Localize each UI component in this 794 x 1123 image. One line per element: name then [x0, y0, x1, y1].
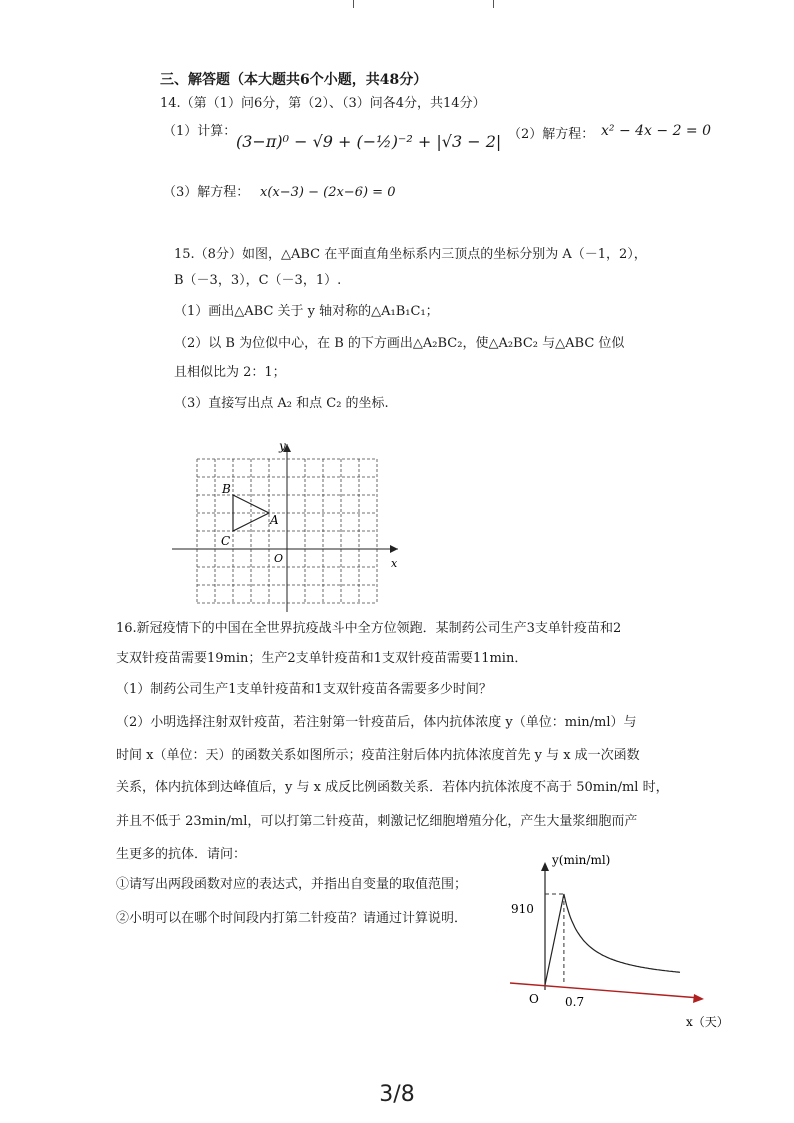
- q14-header: 14.（第（1）问6分，第（2）、（3）问各4分，共14分）: [160, 96, 486, 111]
- q14-p1-label: （1）计算：: [163, 124, 237, 139]
- graph-y-label: y(min/ml): [552, 853, 611, 867]
- q15-line1: 15.（8分）如图，△ABC 在平面直角坐标系内三顶点的坐标分别为 A（－1，2），: [174, 247, 647, 262]
- q16-subpart2: ②小明可以在哪个时间段内打第二针疫苗？请通过计算说明．: [116, 911, 468, 926]
- q16-part2-line4: 并且不低于 23min/ml，可以打第二针疫苗，刺激记忆细胞增殖分化，产生大量浆细胞而产: [116, 814, 638, 829]
- q16-subpart1: ①请写出两段函数对应的表达式，并指出自变量的取值范围；: [116, 877, 468, 892]
- q15-part1: （1）画出△ABC 关于 y 轴对称的△A₁B₁C₁；: [174, 304, 439, 319]
- x-axis-label: x: [391, 557, 398, 570]
- y-axis-label: y: [279, 439, 286, 453]
- section-title: 三、解答题（本大题共6个小题，共48分）: [160, 72, 428, 88]
- q15-line2: B（－3，3），C（－3，1）.: [174, 273, 342, 288]
- q14-p2-expression: x² − 4x − 2 = 0: [601, 123, 712, 139]
- q16-part2-line5: 生更多的抗体．请问：: [116, 847, 247, 862]
- antibody-curve: [545, 894, 680, 985]
- q16-part1: （1）制药公司生产1支单针疫苗和1支双针疫苗各需要多少时间？: [116, 682, 492, 697]
- graph-x-label: x（天）: [686, 1015, 729, 1029]
- q14-p3-expression: x(x−3) − (2x−6) = 0: [260, 185, 396, 200]
- q15-part2a: （2）以 B 为位似中心，在 B 的下方画出△A₂BC₂，使△A₂BC₂ 与△ABC 位似: [174, 336, 625, 351]
- q16-part2-line3: 关系，体内抗体到达峰值后，y 与 x 成反比例函数关系．若体内抗体浓度不高于 50min/ml 时，: [116, 780, 669, 795]
- q15-part3: （3）直接写出点 A₂ 和点 C₂ 的坐标.: [174, 396, 389, 411]
- point-c-label: C: [221, 534, 231, 548]
- graph-y-axis-arrow: [541, 862, 549, 871]
- q14-p3-label: （3）解方程：: [163, 185, 250, 200]
- q15-part2b: 且相似比为 2：1；: [174, 365, 286, 380]
- q16-part2-line2: 时间 x（单位：天）的函数关系如图所示；疫苗注射后体内抗体浓度首先 y 与 x 成一次函数: [116, 748, 640, 763]
- point-b-label: B: [222, 482, 231, 496]
- point-a-label: A: [270, 513, 279, 527]
- q16-line1: 16.新冠疫情下的中国在全世界抗疫战斗中全方位领跑．某制药公司生产3支单针疫苗和2: [116, 621, 622, 636]
- peak-y-label: 910: [511, 902, 534, 916]
- graph-x-axis-arrow: [693, 994, 704, 1003]
- q14-p1-expression: (3−π)⁰ − √9 + (−½)⁻² + |√3 − 2|: [236, 132, 502, 151]
- graph-origin-label: O: [529, 992, 539, 1006]
- q14-p2-label: （2）解方程：: [508, 127, 595, 142]
- page-number: 3/8: [379, 1082, 415, 1107]
- peak-x-label: 0.7: [565, 995, 585, 1009]
- q16-part2-line1: （2）小明选择注射双针疫苗，若注射第一针疫苗后，体内抗体浓度 y（单位：min/ml）与: [116, 715, 637, 730]
- origin-label: O: [274, 552, 284, 565]
- q16-line2: 支双针疫苗需要19min；生产2支单针疫苗和1支双针疫苗需要11min．: [116, 651, 528, 666]
